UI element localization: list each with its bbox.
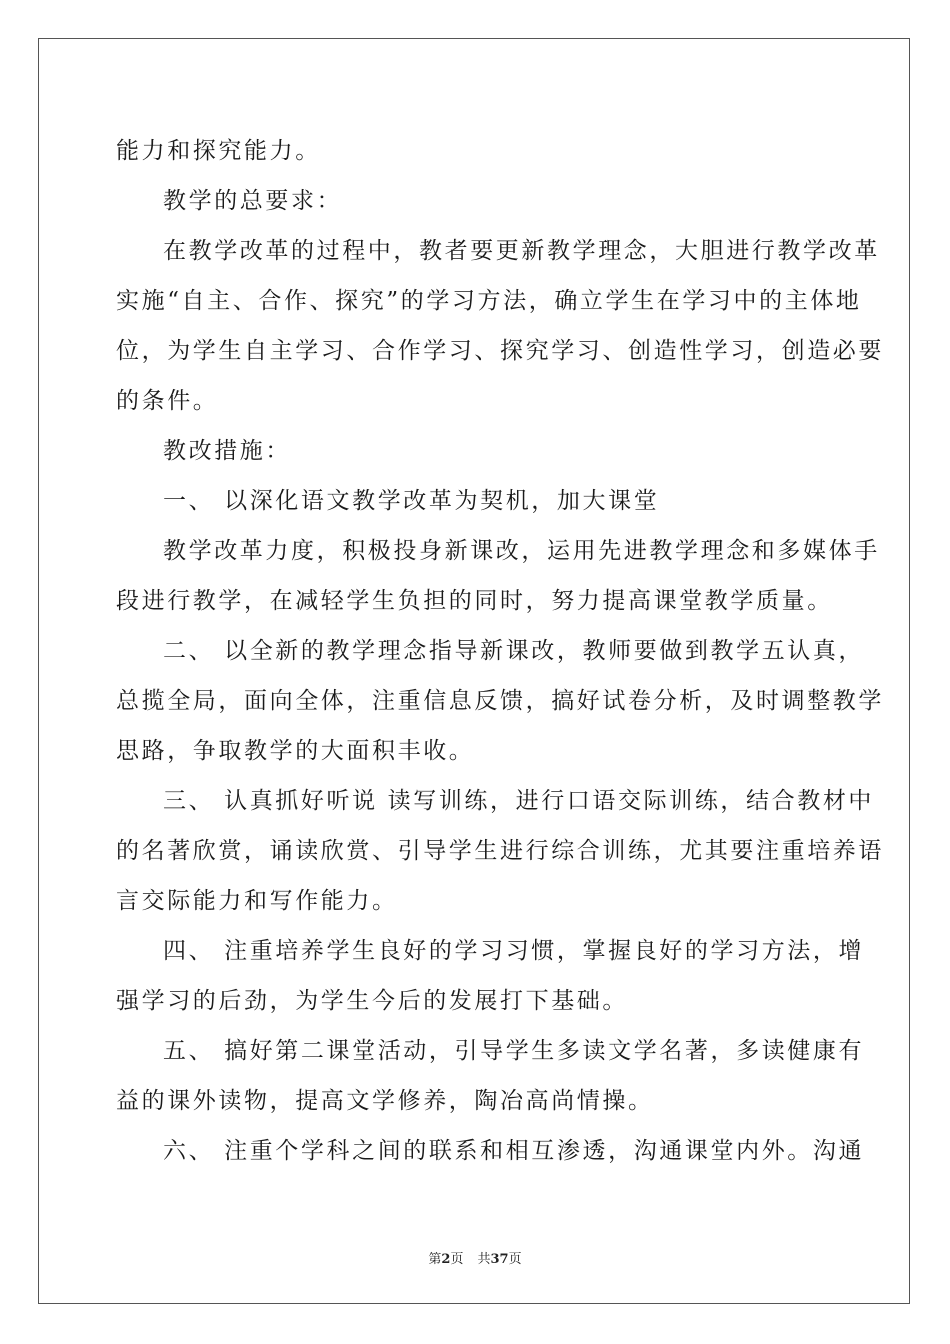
text-line: 能力和探究能力。	[116, 138, 321, 164]
text-line: 实施“自主、合作、探究”的学习方法，确立学生在学习中的主体地	[116, 288, 862, 314]
text-line: 的名著欣赏，诵读欣赏、引导学生进行综合训练，尤其要注重培养语	[116, 838, 884, 864]
page-number: 2	[441, 1252, 451, 1267]
total-prefix: 共	[477, 1252, 491, 1267]
text-line: 教学改革力度，积极投身新课改，运用先进教学理念和多媒体手	[163, 538, 880, 564]
list-item-heading: 一、 以深化语文教学改革为契机，加大课堂	[163, 488, 660, 514]
page-suffix: 页	[450, 1252, 464, 1267]
text-line: 位，为学生自主学习、合作学习、探究学习、创造性学习，创造必要	[116, 338, 884, 364]
list-item: 六、 注重个学科之间的联系和相互渗透，沟通课堂内外。沟通	[163, 1138, 865, 1164]
text-line: 言交际能力和写作能力。	[116, 888, 398, 914]
page-prefix: 第	[428, 1252, 442, 1267]
total-suffix: 页	[508, 1252, 522, 1267]
list-item: 二、 以全新的教学理念指导新课改，教师要做到教学五认真，	[163, 638, 865, 664]
total-pages: 37	[490, 1252, 509, 1267]
text-line: 段进行教学，在减轻学生负担的同时，努力提高课堂教学质量。	[116, 588, 833, 614]
text-line: 的条件。	[116, 388, 219, 414]
text-line: 思路，争取教学的大面积丰收。	[116, 738, 475, 764]
text-line: 益的课外读物，提高文学修养，陶冶高尚情操。	[116, 1088, 654, 1114]
text-line: 强学习的后劲，为学生今后的发展打下基础。	[116, 988, 628, 1014]
section-heading: 教学的总要求：	[163, 188, 343, 214]
list-item: 五、 搞好第二课堂活动，引导学生多读文学名著，多读健康有	[163, 1038, 865, 1064]
text-line: 总揽全局，面向全体，注重信息反馈，搞好试卷分析，及时调整教学	[116, 688, 884, 714]
page-footer	[0, 1248, 950, 1267]
section-heading: 教改措施：	[163, 438, 291, 464]
document-body	[116, 126, 884, 1176]
list-item: 四、 注重培养学生良好的学习习惯，掌握良好的学习方法，增	[163, 938, 865, 964]
text-line: 在教学改革的过程中，教者要更新教学理念，大胆进行教学改革	[163, 238, 880, 264]
list-item: 三、 认真抓好听说 读写训练，进行口语交际训练，结合教材中	[163, 788, 875, 814]
